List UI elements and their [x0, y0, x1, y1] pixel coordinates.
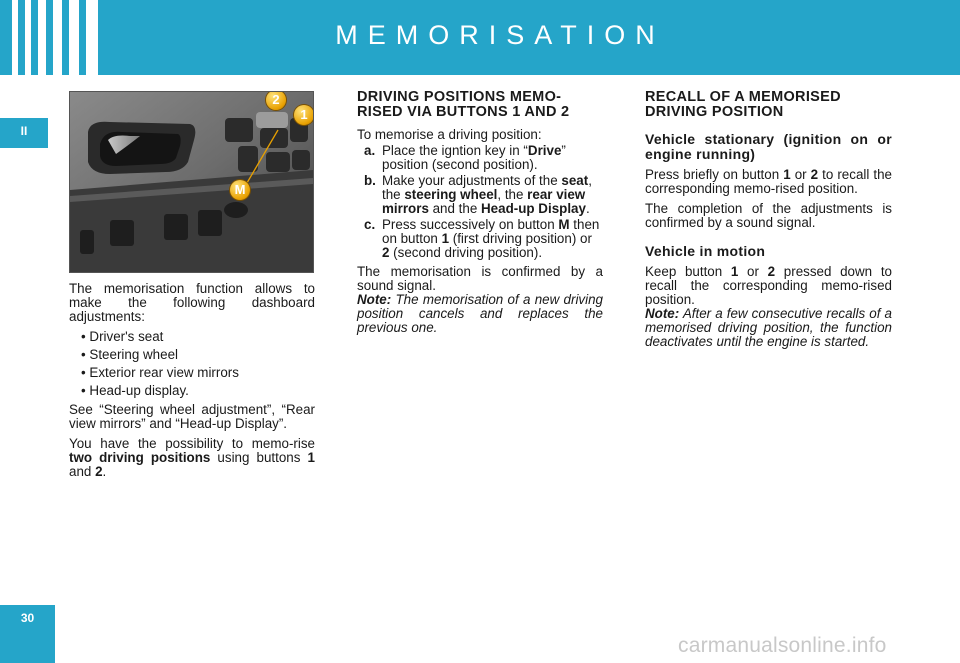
step-a: a. Place the igntion key in “Drive” position (second position). — [364, 143, 566, 172]
confirm-text: The memorisation is confirmed by a sound signal. — [357, 264, 603, 293]
list-item: • Steering wheel — [81, 347, 178, 362]
lead-text: To memorise a driving position: — [357, 127, 542, 142]
list-item: • Head-up display. — [81, 383, 189, 398]
step-b: b. Make your adjustments of the seat, the steering wheel, the rear view mirrors and the Head-up Display. — [364, 173, 592, 216]
step-c: c. Press successively on button M then on button 1 (first driving position) or 2 (second driving position). — [364, 217, 600, 260]
list-item: • Exterior rear view mirrors — [81, 365, 239, 380]
section-heading: RECALL OF A MEMORISED DRIVING POSITION — [645, 89, 841, 120]
recall-motion-text: Keep button 1 or 2 pressed down to recall the corresponding memo-rised position. — [645, 264, 892, 307]
header-band — [0, 0, 960, 75]
right-column — [645, 90, 892, 355]
door-panel-photo — [69, 91, 314, 273]
page-title: MEMORISATION — [335, 20, 665, 50]
chapter-tab: II — [0, 118, 48, 148]
section-heading: DRIVING POSITIONS MEMO-RISED VIA BUTTONS 1 AND 2 — [357, 89, 570, 120]
list-item: • Driver's seat — [81, 329, 164, 344]
button-m-callout: M — [230, 180, 250, 200]
middle-column — [357, 90, 603, 341]
subheading-motion: Vehicle in motion — [645, 243, 766, 259]
button-1-callout: 1 — [294, 105, 314, 125]
button-2-callout: 2 — [266, 91, 286, 110]
see-also-text: See “Steering wheel adjustment”, “Rear view mirrors” and “Head-up Display”. — [69, 402, 315, 431]
left-column — [69, 282, 315, 485]
recall-stationary-text: Press briefly on button 1 or 2 to recall the corresponding memo-rised position. — [645, 167, 892, 196]
intro-text: The memorisation function allows to make the following dashboard adjustments: — [69, 281, 315, 324]
page-number: 30 — [0, 605, 55, 663]
steps-list — [357, 144, 603, 260]
note-text: Note: The memorisation of a new driving position cancels and replaces the previous one. — [357, 292, 603, 335]
watermark: carmanualsonline.info — [678, 634, 887, 657]
completion-text: The completion of the adjustments is confirmed by a sound signal. — [645, 201, 892, 230]
door-panel-illustration — [70, 92, 313, 272]
sidebar — [0, 75, 55, 663]
possibility-text: You have the possibility to memo-rise two driving positions using buttons 1 and 2. — [69, 436, 315, 479]
adjustment-list — [69, 330, 315, 398]
note-text: Note: After a few consecutive recalls of a memorised driving position, the function deactivates until the engine is started. — [645, 306, 892, 349]
subheading-stationary: Vehicle stationary (ignition on or engine running) — [645, 131, 892, 162]
